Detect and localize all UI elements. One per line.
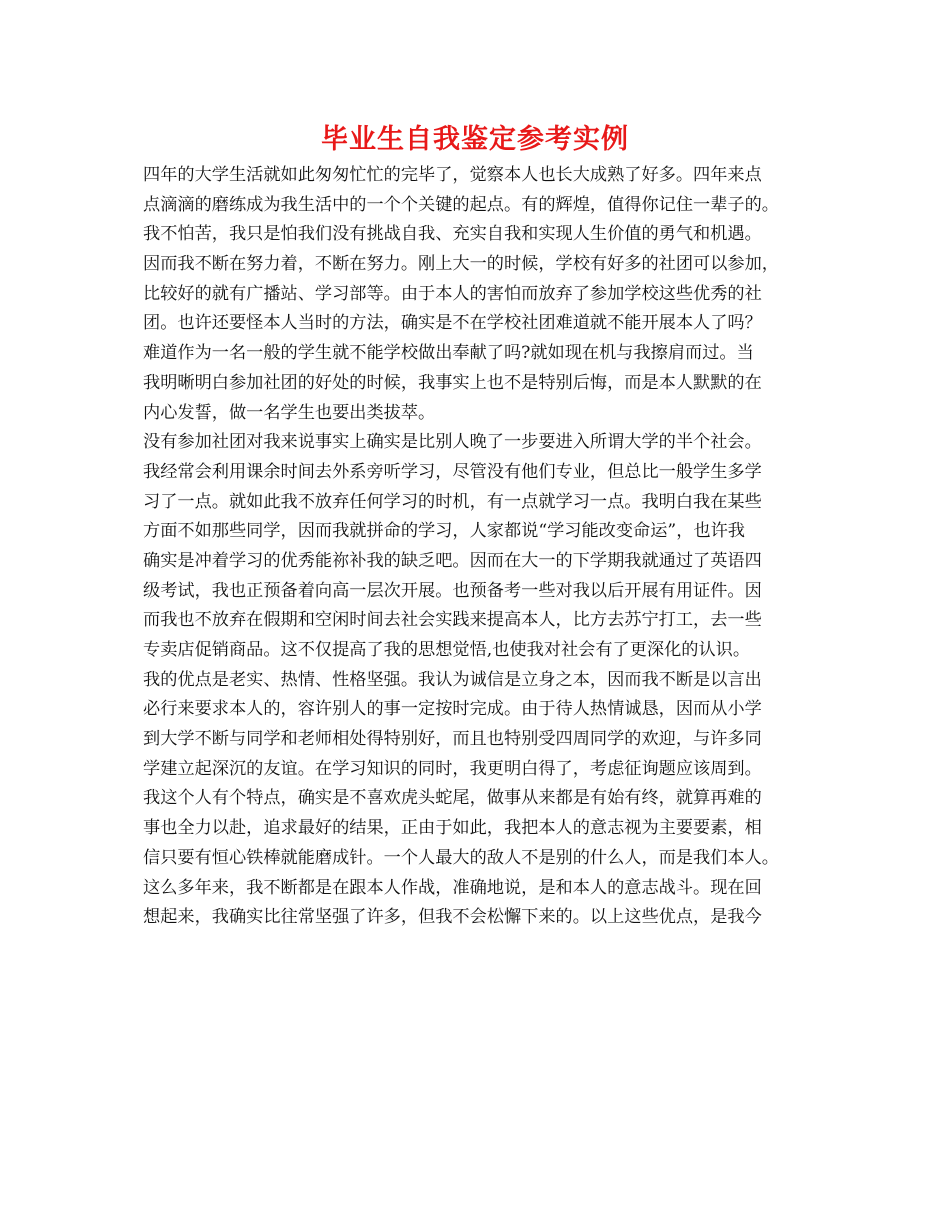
text-line: 比较好的就有广播站、学习部等。由于本人的害怕而放弃了参加学校这些优秀的社 <box>143 283 762 304</box>
text-line: 我的优点是老实、热情、性格坚强。我认为诚信是立身之本，因而我不断是以言出 <box>143 669 762 690</box>
text-line: 方面不如那些同学，因而我就拼命的学习，人家都说“学习能改变命运”，也许我 <box>143 521 745 542</box>
text-line: 我经常会利用课余时间去外系旁听学习，尽管没有他们专业，但总比一般学生多学 <box>143 461 762 482</box>
text-line: 专卖店促销商品。这不仅提高了我的思想觉悟,也使我对社会有了更深化的认识。 <box>143 640 751 660</box>
text-line: 团。也许还要怪本人当时的方法，确实是不在学校社团难道就不能开展本人了吗？ <box>143 313 762 334</box>
text-line: 事也全力以赴，追求最好的结果，正由于如此，我把本人的意志视为主要要素，相 <box>143 818 762 839</box>
document-body <box>143 161 833 933</box>
text-line: 到大学不断与同学和老师相处得特别好，而且也特别受四周同学的欢迎，与许多同 <box>143 729 762 750</box>
text-line: 内心发誓，做一名学生也要出类拔萃。 <box>143 402 436 423</box>
document-title: 毕业生自我鉴定参考实例 <box>321 124 629 155</box>
text-line: 这么多年来，我不断都是在跟本人作战，准确地说，是和本人的意志战斗。现在回 <box>143 877 762 898</box>
text-line: 级考试，我也正预备着向高一层次开展。也预备考一些对我以后开展有用证件。因 <box>143 580 762 601</box>
text-line: 学建立起深沉的友谊。在学习知识的同时，我更明白得了，考虑征询题应该周到。 <box>143 758 762 779</box>
text-line: 信只要有恒心铁棒就能磨成针。一个人最大的敌人不是别的什么人，而是我们本人。 <box>143 847 779 868</box>
text-line: 四年的大学生活就如此匆匆忙忙的完毕了，觉察本人也长大成熟了好多。四年来点 <box>143 165 762 185</box>
text-line: 想起来，我确实比往常坚强了许多，但我不会松懈下来的。以上这些优点，是我今 <box>143 907 762 928</box>
text-line: 因而我不断在努力着，不断在努力。刚上大一的时候，学校有好多的社团可以参加， <box>143 254 779 275</box>
text-line: 我明晰明白参加社团的好处的时候，我事实上也不是特别后悔，而是本人默默的在 <box>143 372 762 393</box>
text-line: 难道作为一名一般的学生就不能学校做出奉献了吗?就如现在机与我擦肩而过。当 <box>143 343 754 364</box>
text-line: 必行来要求本人的，容许别人的事一定按时完成。由于待人热情诚恳，因而从小学 <box>143 699 762 720</box>
text-line: 我不怕苦，我只是怕我们没有挑战自我、充实自我和实现人生价值的勇气和机遇。 <box>143 224 762 245</box>
text-line: 我这个人有个特点，确实是不喜欢虎头蛇尾，做事从来都是有始有终，就算再难的 <box>143 788 762 809</box>
text-line: 点滴滴的磨练成为我生活中的一个个关键的起点。有的辉煌，值得你记住一辈子的。 <box>143 194 779 215</box>
text-line: 而我也不放弃在假期和空闲时间去社会实践来提高本人，比方去苏宁打工，去一些 <box>143 610 762 631</box>
text-line: 确实是冲着学习的优秀能祢补我的缺乏吧。因而在大一的下学期我就通过了英语四 <box>143 550 762 571</box>
text-line: 习了一点。就如此我不放弃任何学习的时机，有一点就学习一点。我明白我在某些 <box>143 491 762 512</box>
text-line: 没有参加社团对我来说事实上确实是比别人晚了一步要进入所谓大学的半个社会。 <box>143 432 762 453</box>
